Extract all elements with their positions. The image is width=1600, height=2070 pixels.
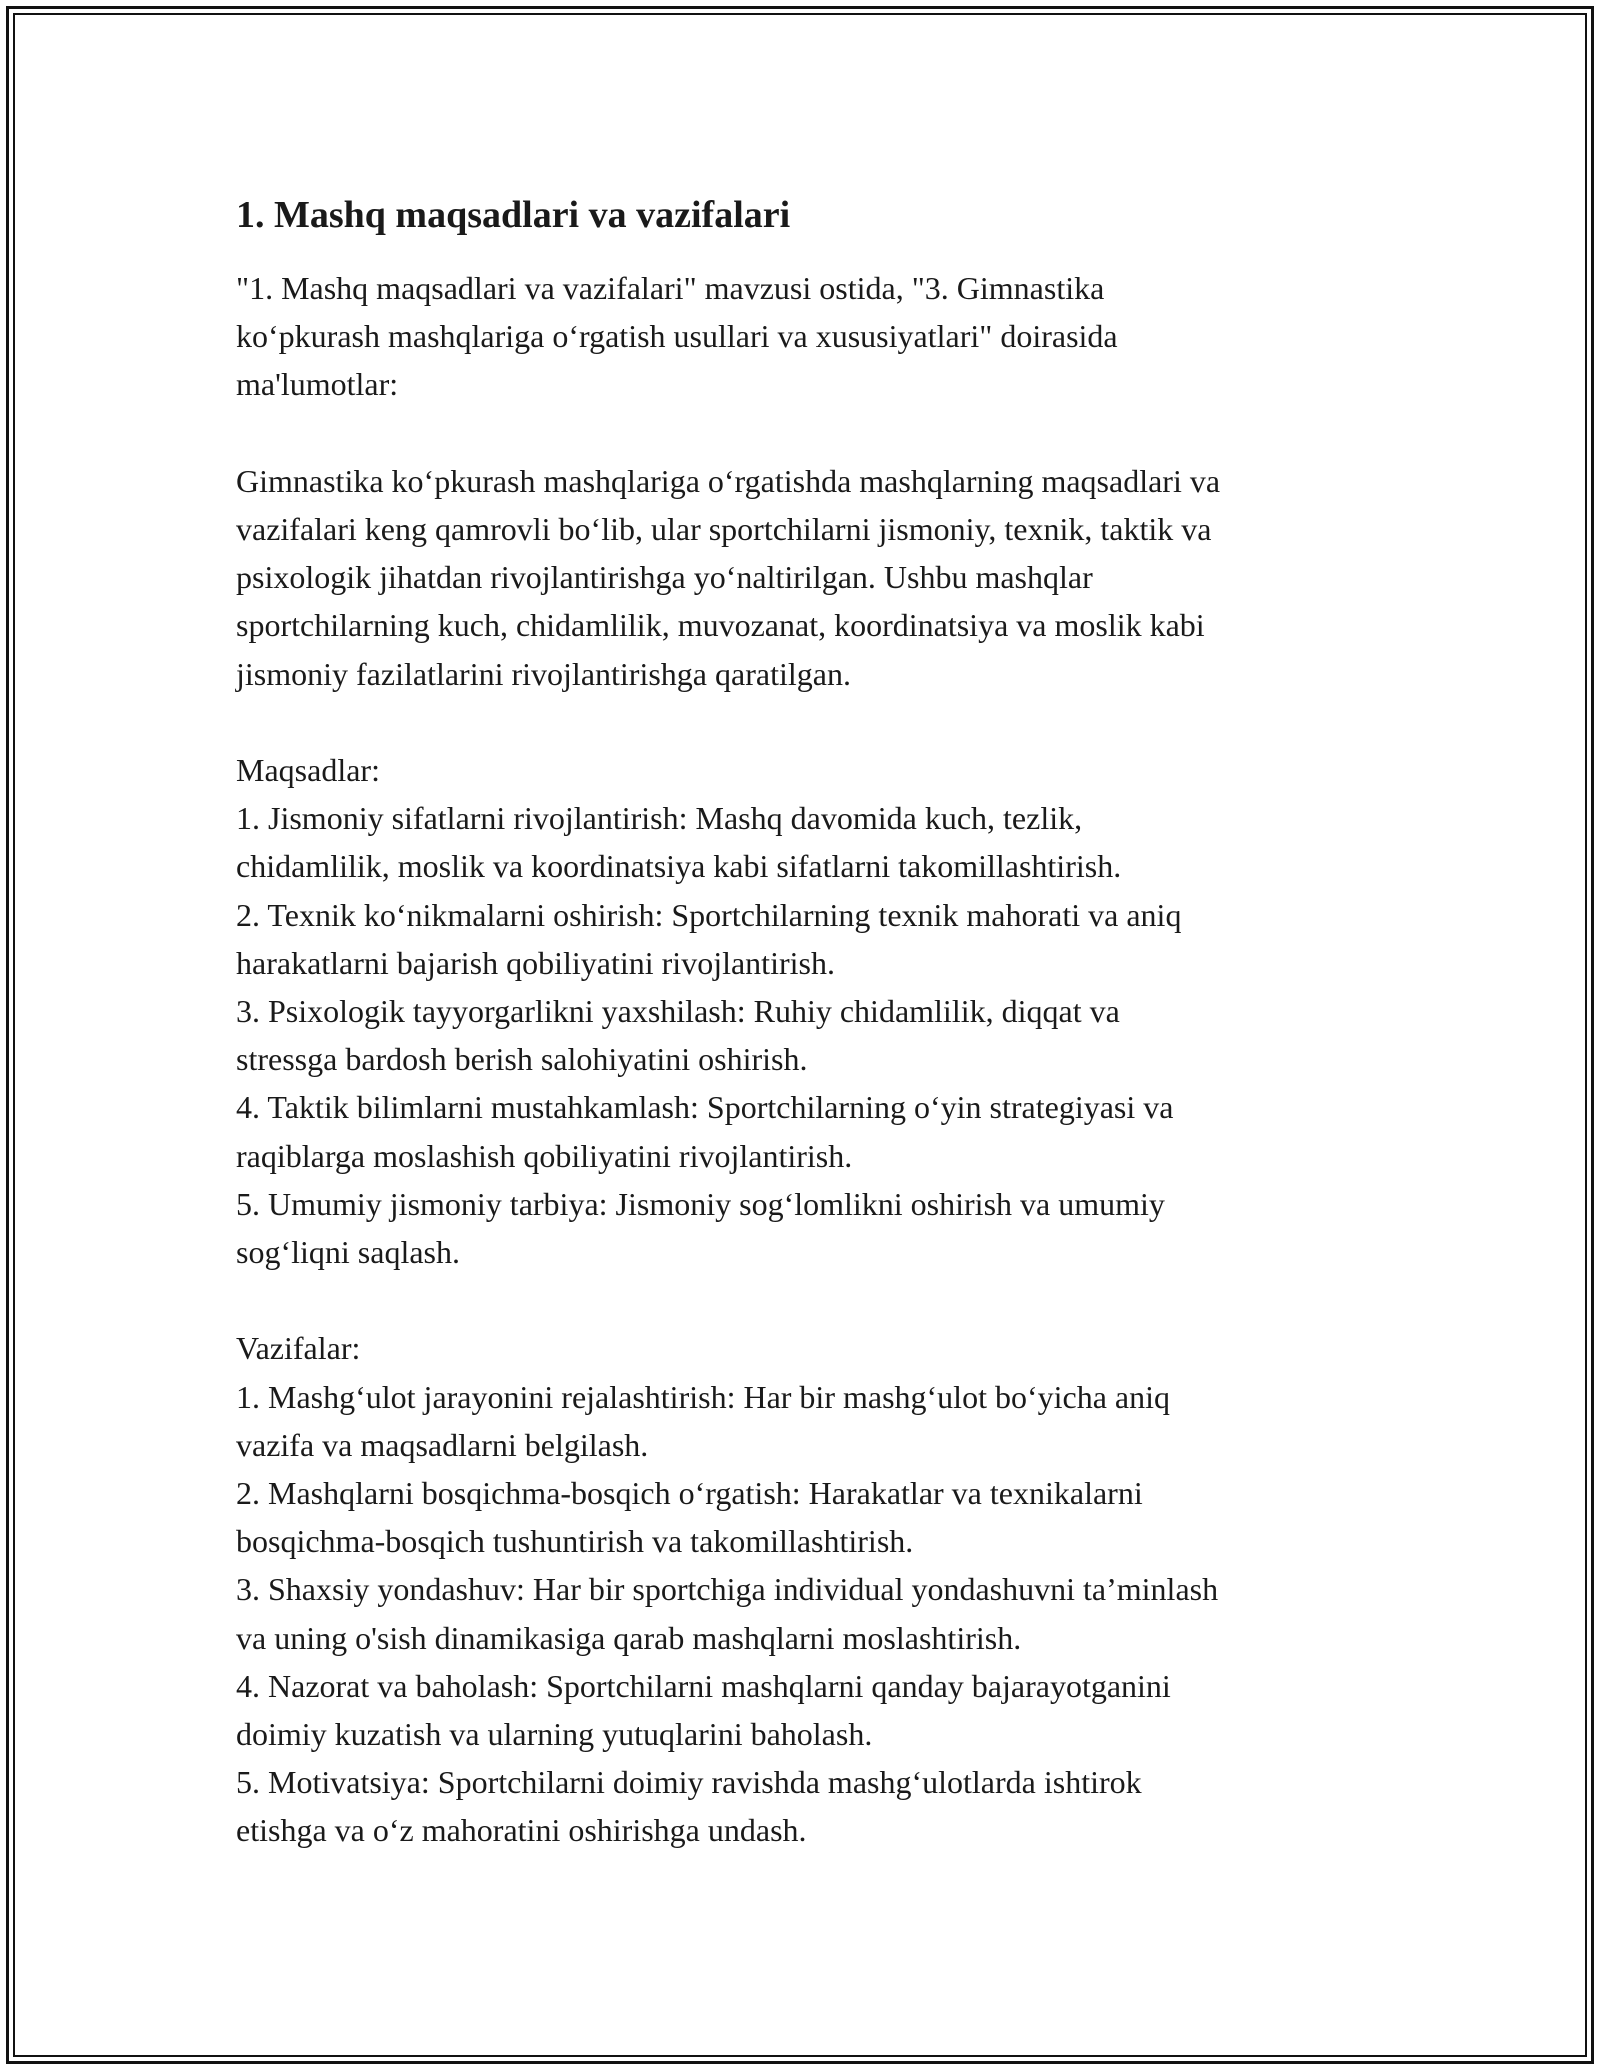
- goals-heading: Maqsadlar:: [236, 752, 380, 788]
- task-item-5: 5. Motivatsiya: Sportchilarni doimiy ravishda mashg‘ulotlarda ishtirok etishga va o‘z mahoratini oshirishga undash.: [236, 1764, 1142, 1849]
- tasks-heading: Vazifalar:: [236, 1330, 361, 1367]
- page-title: 1. Mashq maqsadlari va vazifalari: [236, 194, 791, 236]
- paragraph-spacer: [236, 409, 1396, 457]
- paragraph-spacer: [236, 1276, 1396, 1324]
- goal-item-3: 3. Psixologik tayyorgarlikni yaxshilash: Ruhiy chidamlilik, diqqat va stressga bardosh berish salohiyatini oshirish.: [236, 993, 1120, 1078]
- document-body: [236, 186, 1396, 1855]
- goal-item-5: 5. Umumiy jismoniy tarbiya: Jismoniy sog‘lomlikni oshirish va umumiy sog‘liqni saqlash.: [236, 1185, 1165, 1271]
- task-item-3: 3. Shaxsiy yondashuv: Har bir sportchiga individual yondashuvni ta’minlash va uning o'sish dinamikasiga qarab mashqlarni moslashtirish.: [236, 1571, 1219, 1656]
- task-item-4: 4. Nazorat va baholash: Sportchilarni mashqlarni qanday bajarayotganini doimiy kuzatish va ularning yutuqlarini baholash.: [236, 1667, 1171, 1753]
- goal-item-4: 4. Taktik bilimlarni mustahkamlash: Sportchilarning o‘yin strategiyasi va raqiblarga moslashish qobiliyatini rivojlantirish.: [236, 1089, 1174, 1174]
- paragraph-spacer: [236, 698, 1396, 746]
- task-item-1: 1. Mashg‘ulot jarayonini rejalashtirish: Har bir mashg‘ulot bo‘yicha aniq vazifa va maqsadlarni belgilash.: [236, 1378, 1170, 1463]
- intro-paragraph: "1. Mashq maqsadlari va vazifalari" mavzusi ostida, "3. Gimnastika ko‘pkurash mashqlariga o‘rgatish usullari va xususiyatlari" doirasida ma'lumotlar:: [236, 270, 1118, 403]
- goal-item-2: 2. Texnik ko‘nikmalarni oshirish: Sportchilarning texnik mahorati va aniq harakatlarni bajarish qobiliyatini rivojlantirish.: [236, 896, 1182, 981]
- task-item-2: 2. Mashqlarni bosqichma-bosqich o‘rgatish: Harakatlar va texnikalarni bosqichma-bosqich tushuntirish va takomillashtirish.: [236, 1475, 1143, 1560]
- overview-paragraph: Gimnastika ko‘pkurash mashqlariga o‘rgatishda mashqlarning maqsadlari va vazifalari keng qamrovli bo‘lib, ular sportchilarni jismoniy, texnik, taktik va psixologik jihatdan rivojlantirishga yo‘naltirilgan. Ushbu mashqlar sportchilarning kuch, chidamlilik, muvozanat, koordinatsiya va moslik kabi jismoniy fazilatlarini rivojlantirishga qaratilgan.: [236, 462, 1221, 692]
- goal-item-1: 1. Jismoniy sifatlarni rivojlantirish: Mashq davomida kuch, tezlik, chidamlilik, moslik va koordinatsiya kabi sifatlarni takomillashtirish.: [236, 800, 1122, 885]
